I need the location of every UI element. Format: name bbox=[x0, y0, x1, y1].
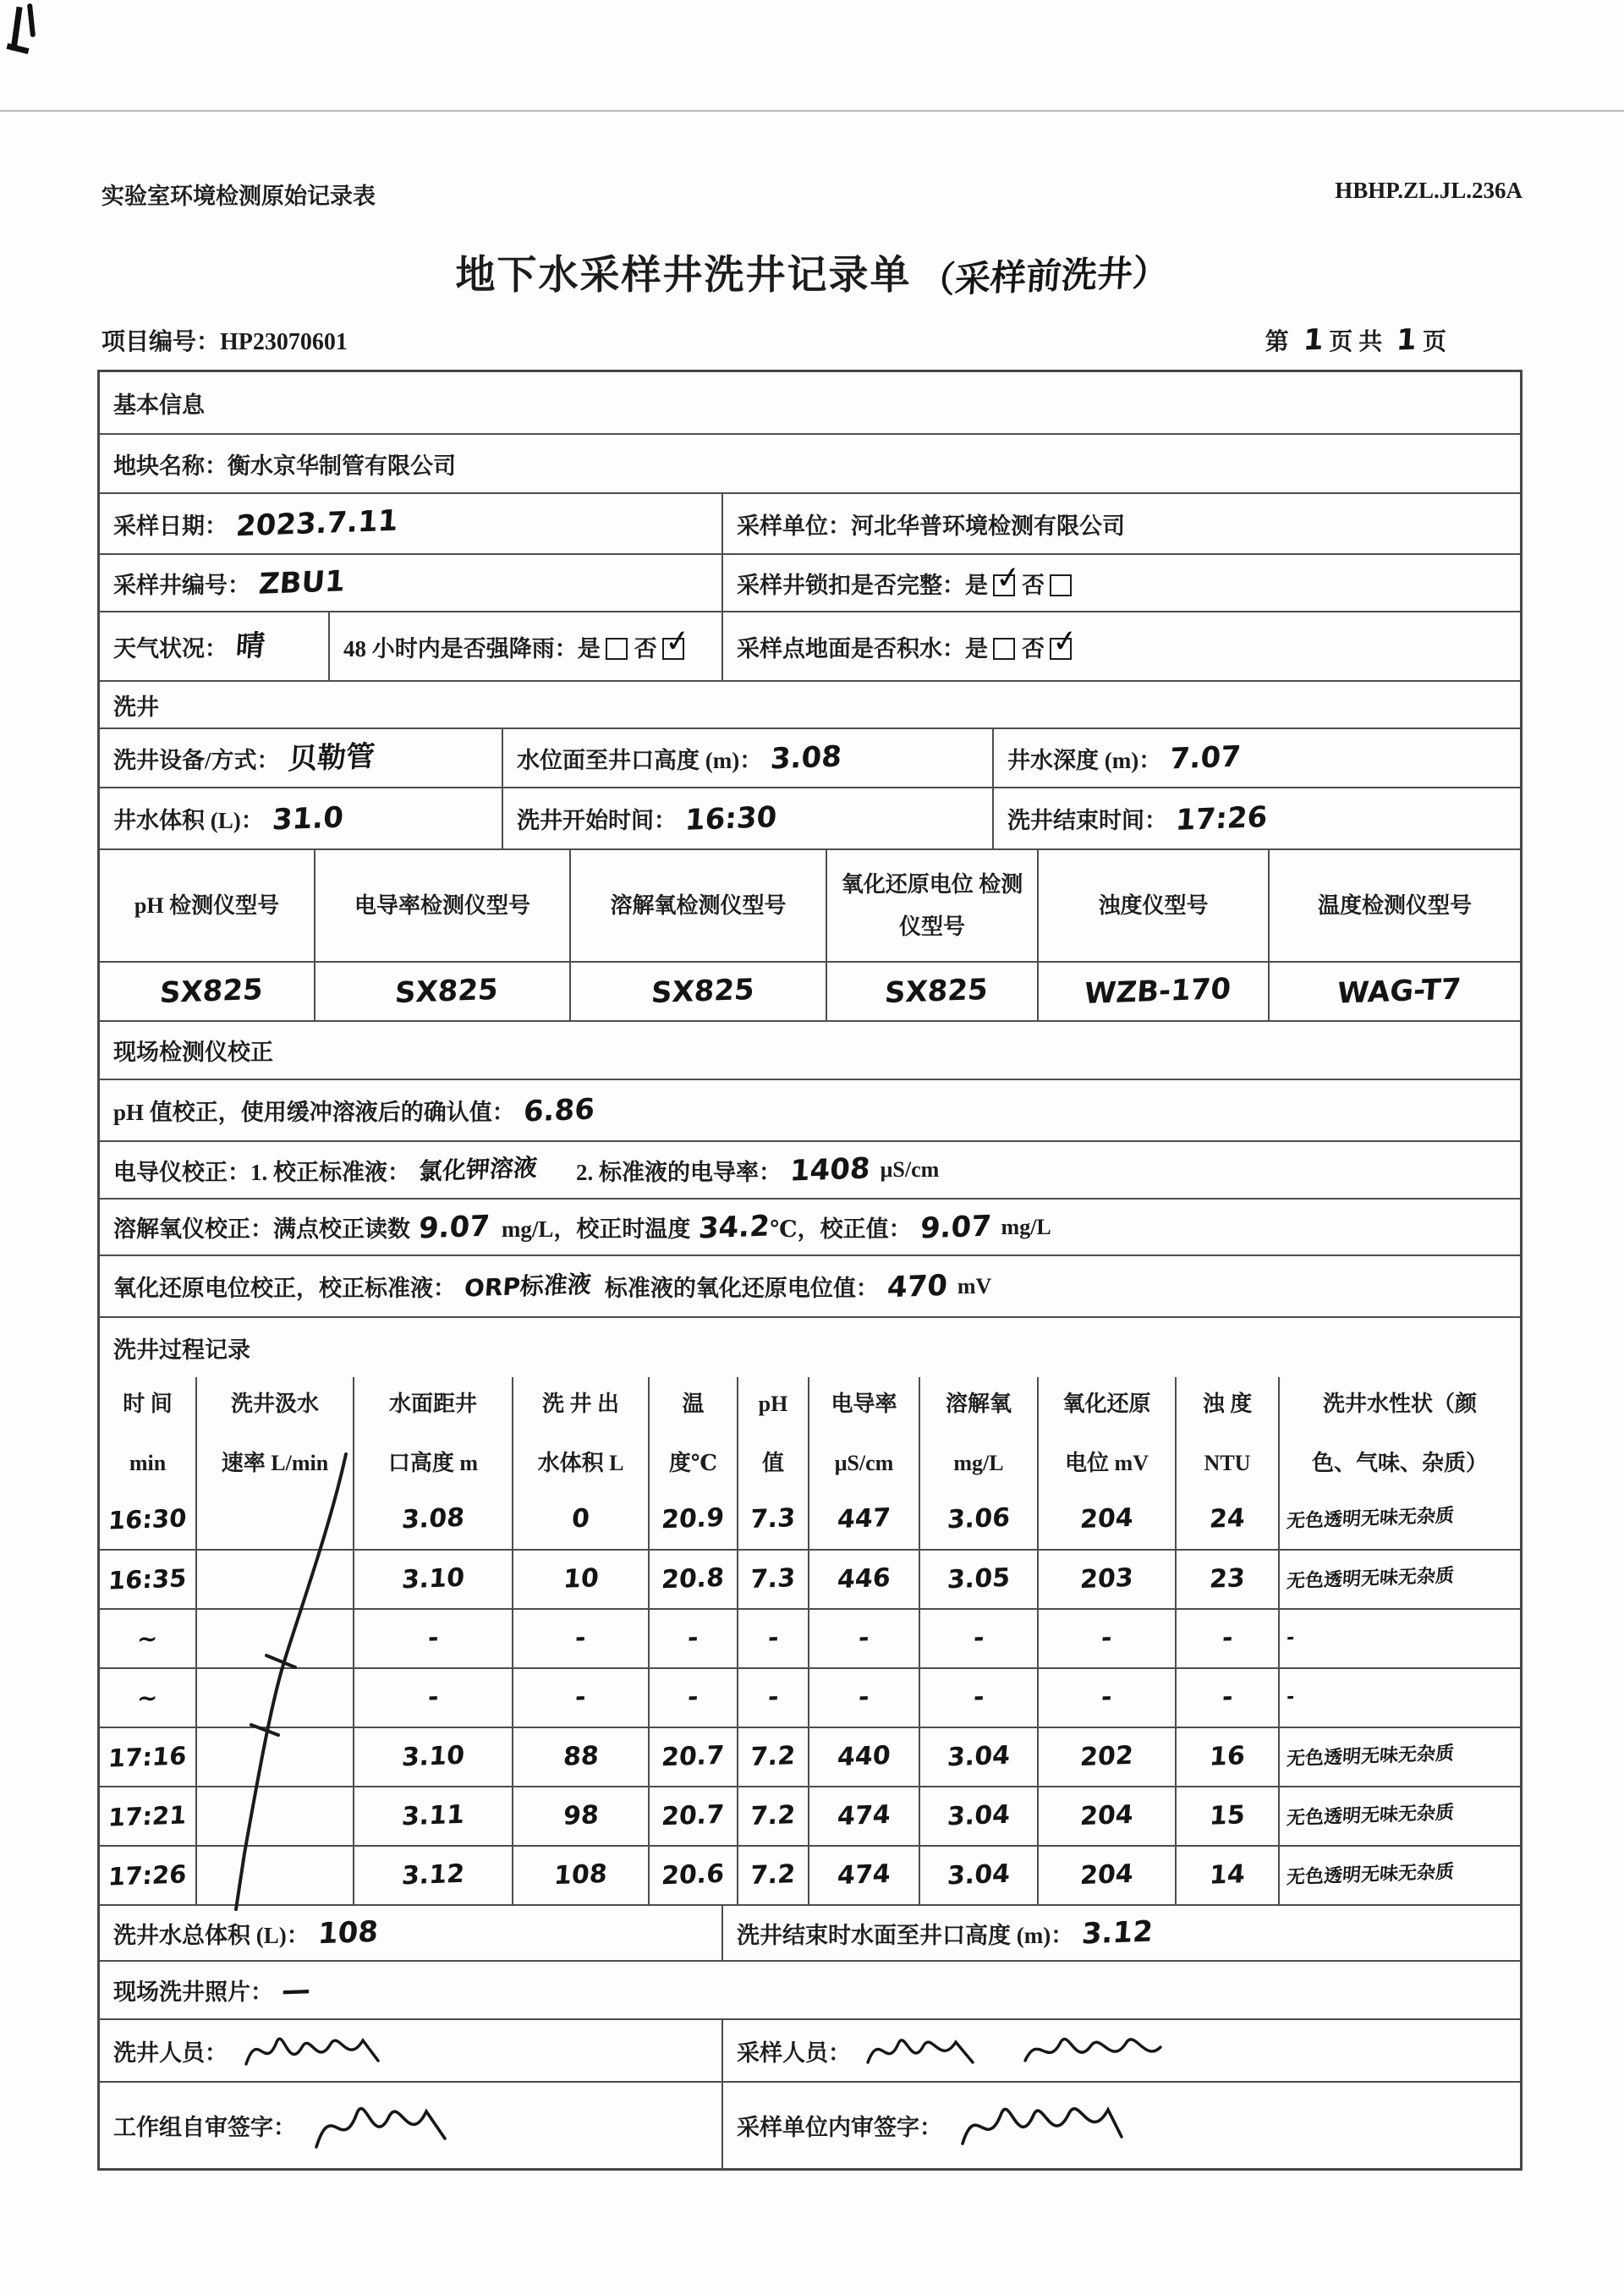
sampling-personnel: 采样人员： bbox=[721, 2020, 1520, 2081]
well-water-volume: 井水体积 (L)： 31.0 bbox=[113, 799, 345, 837]
ph-handwritten: 7.2 bbox=[749, 1800, 797, 1831]
well-number-handwritten: ZBU1 bbox=[257, 564, 347, 601]
scan-artifact-line bbox=[0, 110, 1624, 112]
time-handwritten: 16:35 bbox=[107, 1562, 188, 1595]
section-label: 洗井过程记录 bbox=[113, 1337, 250, 1363]
appearance-handwritten: - bbox=[1286, 1627, 1296, 1650]
conductivity-calibration: 电导仪校正：1. 校正标准液： 氯化钾溶液 2. 标准液的电导率： 1408 μS/cm bbox=[113, 1151, 940, 1189]
weather-handwritten: 晴 bbox=[234, 629, 266, 664]
row-volume-start-end bbox=[100, 787, 1520, 848]
row-well-lock bbox=[100, 553, 1520, 611]
water-level-to-wellhead: 水位面至井口高度 (m)： 3.08 bbox=[502, 729, 992, 787]
checkmark-icon: ✓ bbox=[993, 559, 1023, 597]
process-data-row bbox=[100, 1490, 1520, 1549]
scan-artifact-mark bbox=[27, 3, 36, 37]
doc-code: HBHP.ZL.JL.236A bbox=[1335, 178, 1522, 203]
col-header-pump-rate: 洗井汲水 速率 L/min bbox=[195, 1377, 353, 1490]
section-label: 洗井 bbox=[113, 694, 159, 720]
row-instrument-values bbox=[100, 961, 1520, 1020]
instrument-header: 电导率检测仪型号 bbox=[314, 850, 569, 961]
volume-handwritten: - bbox=[574, 1622, 587, 1654]
col-header-temperature: 温 度℃ bbox=[648, 1377, 737, 1490]
washing-device: 洗井设备/方式： 贝勒管 bbox=[113, 739, 376, 777]
level-handwritten: - bbox=[426, 1682, 440, 1713]
title-row bbox=[0, 244, 1624, 300]
turbidity-handwritten: 24 bbox=[1208, 1503, 1247, 1535]
appearance-handwritten: 无色透明无味无杂质 bbox=[1286, 1565, 1455, 1593]
row-personnel bbox=[100, 2018, 1520, 2081]
section-label: 基本信息 bbox=[113, 392, 205, 418]
start-time-handwritten: 16:30 bbox=[683, 799, 778, 837]
row-orp-calibration bbox=[100, 1255, 1520, 1316]
instrument-model-handwritten: SX825 bbox=[650, 972, 755, 1011]
process-rows bbox=[100, 1490, 1520, 1904]
signature-internal-review bbox=[954, 2088, 1132, 2164]
ph-calibration: pH 值校正，使用缓冲溶液后的确认值： 6.86 bbox=[113, 1091, 596, 1129]
instrument-model-handwritten: WAG-T7 bbox=[1336, 972, 1462, 1011]
checkbox-lock-no bbox=[1050, 574, 1072, 596]
appearance-handwritten: - bbox=[1286, 1686, 1296, 1709]
page-number: 第 1 页 共 1 页 bbox=[1265, 322, 1446, 358]
do-handwritten: 3.04 bbox=[946, 1740, 1012, 1773]
signature-sampler-1 bbox=[863, 2023, 1007, 2078]
temperature-handwritten: - bbox=[687, 1682, 700, 1713]
cond-standard-handwritten: 氯化钾溶液 bbox=[417, 1153, 539, 1186]
level-handwritten: 3.12 bbox=[400, 1859, 466, 1891]
process-data-row bbox=[100, 1667, 1520, 1727]
process-table bbox=[100, 1377, 1520, 1904]
level-handwritten: 3.08 bbox=[400, 1502, 466, 1535]
volume-handwritten: 0 bbox=[570, 1503, 591, 1535]
checkmark-icon: ✓ bbox=[662, 623, 692, 661]
row-site-name bbox=[100, 433, 1520, 492]
weather: 天气状况： 晴 bbox=[113, 629, 266, 664]
signature-self-review bbox=[308, 2088, 469, 2164]
process-header-row bbox=[100, 1377, 1520, 1490]
do-reading-handwritten: 9.07 bbox=[417, 1208, 491, 1246]
page-no-handwritten: 1 bbox=[1302, 322, 1325, 358]
level-handwritten: - bbox=[426, 1622, 440, 1654]
instrument-header: 氧化还原电位 检测仪型号 bbox=[826, 850, 1037, 961]
time-handwritten: 17:16 bbox=[107, 1740, 188, 1773]
col-header-time: 时 间 min bbox=[123, 1392, 173, 1475]
dissolved-oxygen-calibration: 溶解氧仪校正：满点校正读数 9.07 mg/L，校正时温度 34.2 ℃，校正值： 9.07 mg/L bbox=[113, 1208, 1051, 1246]
ponding-question: 采样点地面是否积水： 是 否 ✓ bbox=[721, 612, 1520, 680]
end-time-handwritten: 17:26 bbox=[1174, 799, 1269, 837]
conductivity-handwritten: 440 bbox=[837, 1740, 892, 1773]
record-table bbox=[97, 370, 1522, 2171]
volume-handwritten: 10 bbox=[562, 1563, 600, 1595]
orp-handwritten: 202 bbox=[1079, 1740, 1135, 1773]
title-annotation-handwritten: （采样前洗井） bbox=[918, 250, 1171, 302]
instrument-header: 浊度仪型号 bbox=[1037, 850, 1268, 961]
doc-label: 实验室环境检测原始记录表 bbox=[102, 184, 376, 209]
checkbox-lock-yes bbox=[993, 559, 1023, 597]
instrument-header: 温度检测仪型号 bbox=[1268, 850, 1520, 961]
process-data-row bbox=[100, 1549, 1520, 1608]
ph-handwritten: 7.3 bbox=[749, 1503, 797, 1535]
volume-handwritten: 98 bbox=[562, 1800, 600, 1831]
col-header-dissolved-oxygen: 溶解氧 mg/L bbox=[919, 1377, 1037, 1490]
photo-dash-handwritten: — bbox=[280, 1972, 312, 2008]
process-data-row bbox=[100, 1727, 1520, 1786]
orp-handwritten: 203 bbox=[1079, 1562, 1135, 1595]
temperature-handwritten: 20.7 bbox=[661, 1740, 726, 1773]
level-handwritten: 3.11 bbox=[400, 1799, 466, 1832]
do-value-handwritten: 9.07 bbox=[919, 1208, 992, 1246]
row-instrument-headers bbox=[100, 848, 1520, 961]
turbidity-handwritten: 16 bbox=[1208, 1741, 1247, 1772]
level-handwritten: 3.10 bbox=[400, 1740, 466, 1773]
appearance-handwritten: 无色透明无味无杂质 bbox=[1286, 1505, 1455, 1533]
orp-handwritten: 204 bbox=[1079, 1799, 1135, 1832]
page-total-handwritten: 1 bbox=[1395, 322, 1418, 358]
project-row bbox=[102, 323, 1522, 357]
volume-handwritten: 108 bbox=[553, 1859, 609, 1891]
scan-artifact-mark bbox=[7, 43, 30, 54]
level-handwritten: 3.10 bbox=[400, 1562, 466, 1595]
site-photos: 现场洗井照片： — bbox=[113, 1972, 312, 2008]
row-photos bbox=[100, 1960, 1520, 2018]
turbidity-handwritten: - bbox=[1221, 1682, 1234, 1713]
col-header-turbidity: 浊 度 NTU bbox=[1175, 1377, 1278, 1490]
time-handwritten: 16:30 bbox=[107, 1502, 188, 1535]
time-handwritten: 17:21 bbox=[107, 1799, 188, 1832]
sampling-unit: 采样单位：河北华普环境检测有限公司 bbox=[721, 494, 1520, 553]
lock-intact-question: 采样井锁扣是否完整： 是 ✓ 否 bbox=[721, 555, 1520, 611]
conductivity-handwritten: 474 bbox=[837, 1859, 892, 1891]
row-conductivity-calibration bbox=[100, 1140, 1520, 1198]
site-name: 地块名称：衡水京华制管有限公司 bbox=[113, 453, 456, 479]
do-temp-handwritten: 34.2 bbox=[698, 1208, 771, 1246]
turbidity-handwritten: - bbox=[1221, 1622, 1234, 1654]
row-date-unit bbox=[100, 492, 1520, 553]
ph-handwritten: 7.2 bbox=[749, 1741, 797, 1772]
workgroup-self-review: 工作组自审签字： bbox=[100, 2083, 721, 2168]
washing-end-time: 洗井结束时间： 17:26 bbox=[992, 788, 1520, 848]
volume-handwritten: 88 bbox=[562, 1741, 600, 1772]
do-handwritten: 3.04 bbox=[946, 1859, 1012, 1891]
conductivity-handwritten: - bbox=[858, 1622, 870, 1654]
orp-standard-handwritten: ORP标准液 bbox=[463, 1269, 593, 1303]
ph-value-handwritten: 6.86 bbox=[522, 1091, 596, 1129]
temperature-handwritten: 20.6 bbox=[661, 1859, 726, 1891]
sampling-date-handwritten: 2023.7.11 bbox=[234, 503, 399, 544]
instrument-model-handwritten: SX825 bbox=[883, 972, 990, 1011]
turbidity-handwritten: 23 bbox=[1208, 1563, 1247, 1595]
conductivity-handwritten: 446 bbox=[837, 1562, 892, 1595]
instrument-model-handwritten: WZB-170 bbox=[1083, 971, 1232, 1012]
document-header bbox=[102, 178, 1522, 211]
turbidity-handwritten: 14 bbox=[1208, 1859, 1247, 1891]
col-header-orp: 氧化还原 电位 mV bbox=[1037, 1377, 1175, 1490]
conductivity-handwritten: - bbox=[858, 1682, 870, 1713]
checkbox-ponding-yes bbox=[993, 638, 1015, 660]
col-header-water-level: 水面距井 口高度 m bbox=[353, 1377, 512, 1490]
do-handwritten: 3.04 bbox=[946, 1799, 1012, 1832]
row-totals bbox=[100, 1904, 1520, 1960]
row-device-level-depth bbox=[100, 727, 1520, 787]
turbidity-handwritten: 15 bbox=[1208, 1800, 1247, 1831]
appearance-handwritten: 无色透明无味无杂质 bbox=[1286, 1861, 1455, 1889]
orp-handwritten: - bbox=[1100, 1682, 1113, 1713]
washing-start-time: 洗井开始时间： 16:30 bbox=[502, 788, 992, 848]
project-number: 项目编号：HP23070601 bbox=[102, 329, 348, 355]
temperature-handwritten: - bbox=[687, 1622, 700, 1654]
checkbox-rain-no bbox=[662, 623, 692, 661]
sampling-unit-internal-review: 采样单位内审签字： bbox=[721, 2083, 1520, 2168]
row-ph-calibration bbox=[100, 1079, 1520, 1140]
volume-handwritten: 31.0 bbox=[271, 799, 345, 837]
device-handwritten: 贝勒管 bbox=[287, 739, 376, 777]
temperature-handwritten: 20.7 bbox=[661, 1799, 726, 1832]
appearance-handwritten: 无色透明无味无杂质 bbox=[1286, 1802, 1455, 1830]
section-process bbox=[100, 1316, 1520, 1377]
ph-handwritten: - bbox=[766, 1622, 780, 1654]
conductivity-handwritten: 447 bbox=[837, 1502, 892, 1535]
col-header-conductivity: 电导率 μS/cm bbox=[808, 1377, 919, 1490]
do-handwritten: 3.05 bbox=[946, 1562, 1012, 1595]
section-calibration bbox=[100, 1020, 1520, 1079]
section-basic-info bbox=[100, 372, 1520, 433]
orp-handwritten: 204 bbox=[1079, 1502, 1135, 1535]
end-water-level: 洗井结束时水面至井口高度 (m)： 3.12 bbox=[721, 1906, 1520, 1960]
section-label: 现场检测仪校正 bbox=[113, 1040, 273, 1065]
washing-personnel: 洗井人员： bbox=[100, 2020, 721, 2081]
ph-handwritten: - bbox=[766, 1682, 780, 1713]
row-weather bbox=[100, 611, 1520, 680]
process-data-row bbox=[100, 1608, 1520, 1667]
checkmark-icon: ✓ bbox=[1050, 623, 1080, 661]
row-review-signatures bbox=[100, 2081, 1520, 2168]
orp-value-handwritten: 470 bbox=[886, 1268, 949, 1304]
instrument-header: 溶解氧检测仪型号 bbox=[569, 850, 826, 961]
section-washing bbox=[100, 680, 1520, 727]
instrument-model-handwritten: SX825 bbox=[393, 972, 500, 1011]
conductivity-handwritten: 474 bbox=[837, 1799, 892, 1832]
do-handwritten: - bbox=[972, 1622, 985, 1654]
end-level-handwritten: 3.12 bbox=[1080, 1914, 1155, 1952]
time-handwritten: 17:26 bbox=[107, 1859, 188, 1891]
instrument-header: pH 检测仪型号 bbox=[134, 892, 280, 918]
total-washing-volume: 洗井水总体积 (L)： 108 bbox=[113, 1914, 380, 1952]
instrument-model-handwritten: SX825 bbox=[158, 972, 264, 1011]
total-volume-handwritten: 108 bbox=[316, 1914, 380, 1952]
temperature-handwritten: 20.9 bbox=[661, 1502, 726, 1535]
checkbox-ponding-no bbox=[1050, 623, 1080, 661]
depth-handwritten: 7.07 bbox=[1168, 739, 1243, 777]
orp-calibration: 氧化还原电位校正，校正标准液： ORP标准液 标准液的氧化还原电位值： 470 mV bbox=[113, 1268, 992, 1304]
ph-handwritten: 7.2 bbox=[749, 1859, 797, 1891]
page-title: 地下水采样井洗井记录单 bbox=[455, 254, 912, 298]
ph-handwritten: 7.3 bbox=[749, 1563, 797, 1595]
col-header-out-volume: 洗 井 出 水体积 L bbox=[512, 1377, 648, 1490]
do-handwritten: - bbox=[972, 1682, 985, 1713]
process-data-row bbox=[100, 1845, 1520, 1904]
signature-sampler-2 bbox=[1018, 2023, 1171, 2078]
cond-value-handwritten: 1408 bbox=[788, 1151, 872, 1189]
temperature-handwritten: 20.8 bbox=[661, 1562, 726, 1595]
appearance-handwritten: 无色透明无味无杂质 bbox=[1286, 1743, 1455, 1771]
col-header-ph: pH 值 bbox=[737, 1377, 808, 1490]
row-do-calibration bbox=[100, 1198, 1520, 1255]
process-data-row bbox=[100, 1786, 1520, 1845]
well-water-depth: 井水深度 (m)： 7.07 bbox=[992, 729, 1520, 787]
do-handwritten: 3.06 bbox=[946, 1502, 1012, 1535]
signature-washer bbox=[239, 2023, 392, 2078]
time-handwritten: ~ bbox=[136, 1623, 159, 1653]
well-number: 采样井编号： ZBU1 bbox=[113, 564, 347, 601]
volume-handwritten: - bbox=[574, 1682, 587, 1713]
sampling-date: 采样日期： 2023.7.11 bbox=[113, 503, 399, 544]
checkbox-rain-yes bbox=[606, 638, 628, 660]
orp-handwritten: 204 bbox=[1079, 1859, 1135, 1891]
level-handwritten: 3.08 bbox=[769, 739, 843, 777]
orp-handwritten: - bbox=[1100, 1622, 1113, 1654]
col-header-appearance: 洗井水性状（颜 色、气味、杂质） bbox=[1278, 1377, 1520, 1490]
time-handwritten: ~ bbox=[136, 1683, 159, 1712]
heavy-rain-question: 48 小时内是否强降雨： 是 否 ✓ bbox=[328, 612, 721, 680]
